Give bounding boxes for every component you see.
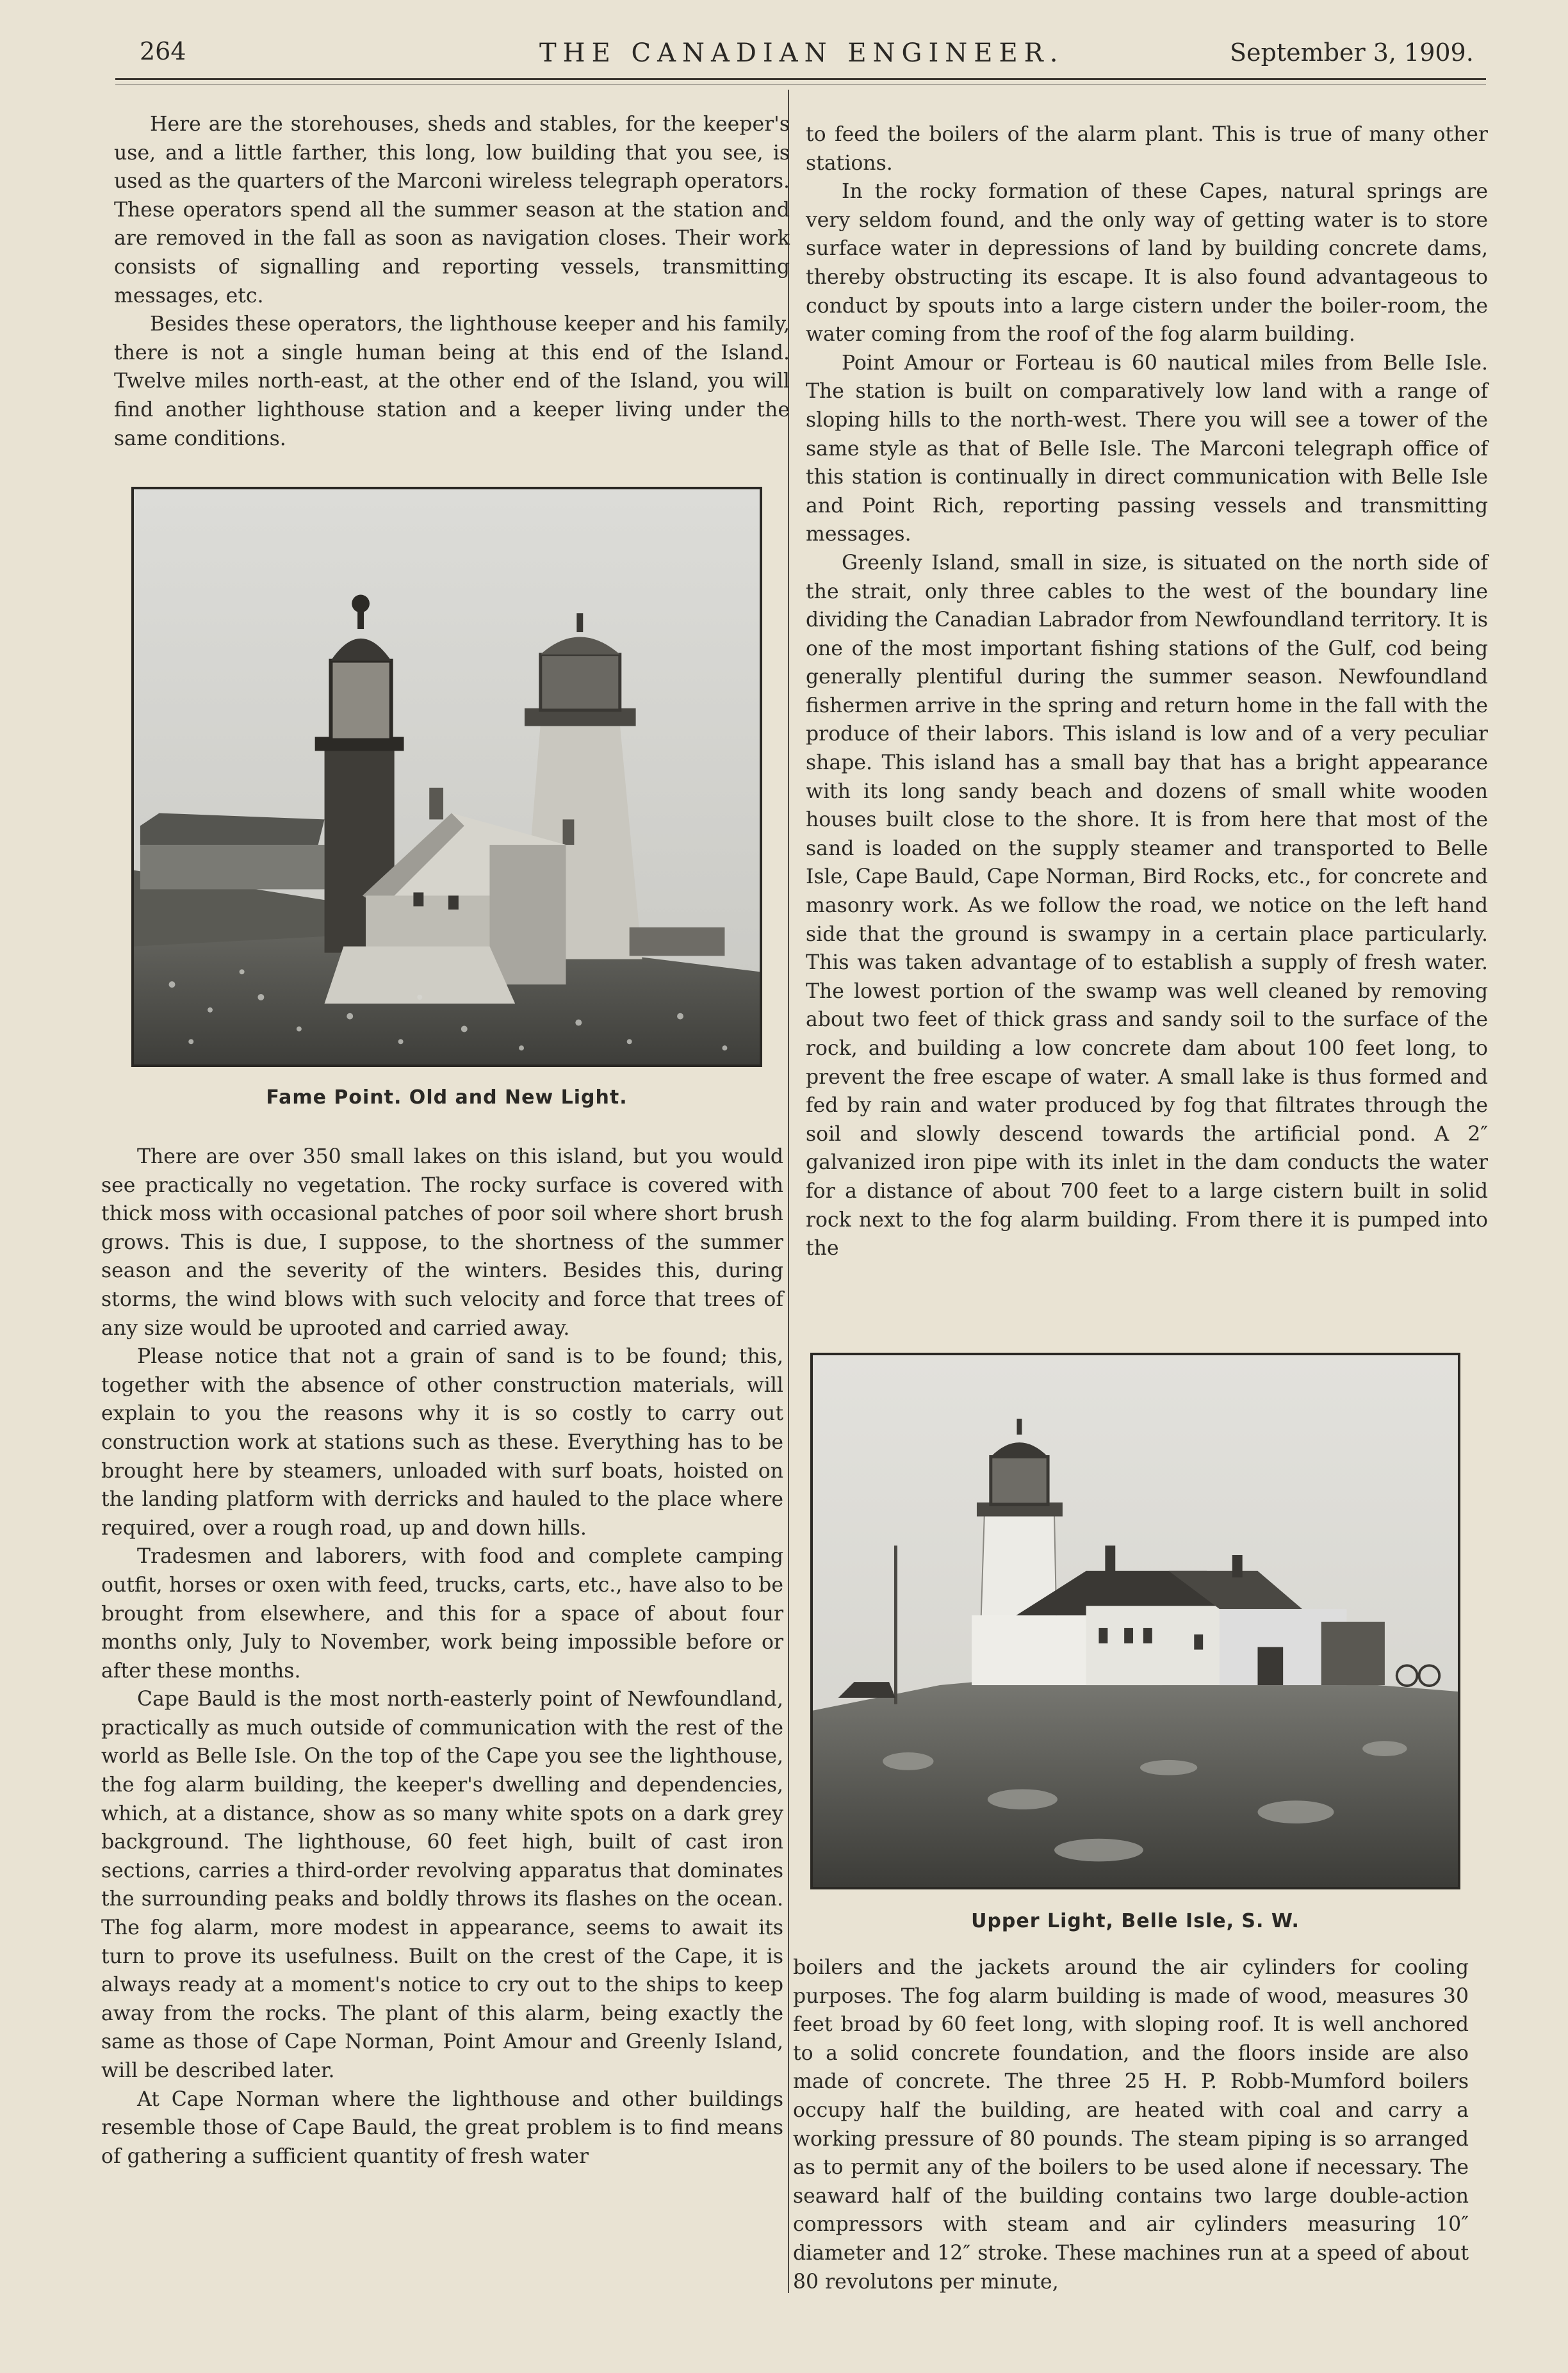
paragraph: At Cape Norman where the lighthouse and other buildings resemble those of Cape Bauld, the great problem is to find means of gathering a sufficient quantity of fresh water	[101, 2087, 783, 2168]
paragraph: Cape Bauld is the most north-easterly point of Newfoundland, practically as much outside of communication with the rest of the world as Belle Isle. On the top of the Cape you see the lighthouse, the fog alarm building, the keeper's dwelling and dependencies, which, at a distance, show as so many white spots on a dark grey background. The lighthouse, 60 feet high, built of cast iron sections, carries a third-order revolving apparatus that dominates the surrounding peaks and boldly throws its flashes on the ocean. The fog alarm, more modest in appearance, seems to await its turn to prove its usefulness. Built on the crest of the Cape, it is always ready at a moment's notice to cry out to the ships to keep away from the rocks. The plant of this alarm, being exactly the same as those of Cape Norman, Point Amour and Greenly Island, will be described later.	[101, 1688, 783, 2082]
right-column-top	[806, 120, 1488, 1263]
paragraph: Here are the storehouses, sheds and stables, for the keeper's use, and a little farther, this long, low building that you see, is used as the quarters of the Marconi wireless telegraph operators. These operators spend all the summer season at the station and are removed in the fall as soon as navigation closes. Their work consists of signalling and reporting vessels, transmitting messages, etc.	[114, 113, 790, 307]
header-rule	[115, 78, 1486, 80]
page-number: 264	[140, 37, 186, 65]
paragraph: Please notice that not a grain of sand is to be found; this, together with the absence of other construction materials, will explain to you the reasons why it is so costly to carry out construction work at stations such as these. Everything has to be brought here by steamers, unloaded with surf boats, hoisted on the landing platform with derricks and hauled to the place where required, over a rough road, up and down hills.	[101, 1345, 783, 1540]
paragraph: boilers and the jackets around the air cylinders for cooling purposes. The fog alarm building is made of wood, measures 30 feet broad by 60 feet long, with sloping roof. It is well anchored to a solid concrete foundation, and the floors inside are also made of concrete. The three 25 H. P. Robb-Mumford boilers occupy half the building, are heated with coal and carry a working pressure of 80 pounds. The steam piping is so arranged as to permit any of the boilers to be used alone if necessary. The seaward half of the building contains two large double-action compressors with steam and air cylinders measuring 10″ diameter and 12″ stroke. These machines run at a speed of about 80 revolutons per minute,	[793, 1956, 1469, 2294]
paragraph: Point Amour or Forteau is 60 nautical miles from Belle Isle. The station is built on comparatively low land with a range of sloping hills to the north-west. There you will see a tower of the same style as that of Belle Isle. The Marconi telegraph office of this station is continually in direct communication with Belle Isle and Point Rich, reporting passing vessels and transmitting messages.	[806, 351, 1488, 546]
paragraph: Besides these operators, the lighthouse keeper and his family, there is not a single human being at this end of the Island. Twelve miles north-east, at the other end of the Island, you will find another lighthouse station and a keeper living under the same conditions.	[114, 313, 790, 450]
photo-upper-light-belle-isle	[810, 1353, 1460, 1889]
paragraph: Greenly Island, small in size, is situated on the north side of the strait, only three cables to the west of the boundary line dividing the Canadian Labrador from Newfoundland territory. It is one of the most important fishing stations of the Gulf, cod being generally plentiful during the summer season. Newfoundland fishermen arrive in the spring and return home in the fall with the produce of their labors. This island is low and of a very peculiar shape. This island has a small bay that has a bright appearance with its long sandy beach and dozens of small white wooden houses built close to the shore. It is from here that most of the sand is loaded on the supply steamer and transported to Belle Isle, Cape Bauld, Cape Norman, Bird Rocks, etc., for concrete and masonry work. As we follow the road, we notice on the left hand side that the ground is swampy in a certain place particularly. This was taken advantage of to establish a supply of fresh water. The lowest portion of the swamp was well cleaned by removing about two feet of thick grass and sandy soil to the surface of the rock, and building a low concrete dam about 100 feet long, to prevent the free escape of water. A small lake is thus formed and fed by rain and water produced by fog that filtrates through the soil and slowly descend towards the artificial pond. A 2″ galvanized iron pipe with its inlet in the dam conducts the water for a distance of about 700 feet to a large cistern built in solid rock next to the fog alarm building. From there it is pumped into the	[806, 551, 1488, 1260]
left-column-top	[114, 110, 790, 453]
fame-point-lighthouse-illustration	[134, 489, 760, 1064]
paragraph: In the rocky formation of these Capes, natural springs are very seldom found, and the only way of getting water is to store surface water in depressions of land by building concrete dams, thereby obstructing its escape. It is also found advantageous to conduct by spouts into a large cistern under the boiler-room, the water coming from the roof of the fog alarm building.	[806, 180, 1488, 347]
figure-caption-upper-light: Upper Light, Belle Isle, S. W.	[971, 1910, 1300, 1932]
figure-caption-fame-point: Fame Point. Old and New Light.	[266, 1086, 628, 1109]
left-column-bottom	[101, 1143, 783, 2171]
photo-fame-point	[131, 487, 762, 1067]
belle-isle-lighthouse-illustration	[813, 1355, 1458, 1887]
right-column-bottom	[793, 1953, 1469, 2296]
journal-title: THE CANADIAN ENGINEER.	[539, 38, 1065, 68]
paragraph: There are over 350 small lakes on this island, but you would see practically no vegetation. The rocky surface is covered with thick moss with occasional patches of poor soil where short brush grows. This is due, I suppose, to the shortness of the summer season and the severity of the winters. Besides this, during storms, the wind blows with such velocity and force that trees of any size would be uprooted and carried away.	[101, 1145, 783, 1340]
paragraph: Tradesmen and laborers, with food and complete camping outfit, horses or oxen with feed, trucks, carts, etc., have also to be brought from elsewhere, and this for a space of about four months only, July to November, work being impossible before or after these months.	[101, 1545, 783, 1683]
page-header	[0, 37, 1568, 76]
paragraph: to feed the boilers of the alarm plant. This is true of many other stations.	[806, 123, 1488, 175]
issue-date: September 3, 1909.	[1230, 38, 1474, 67]
